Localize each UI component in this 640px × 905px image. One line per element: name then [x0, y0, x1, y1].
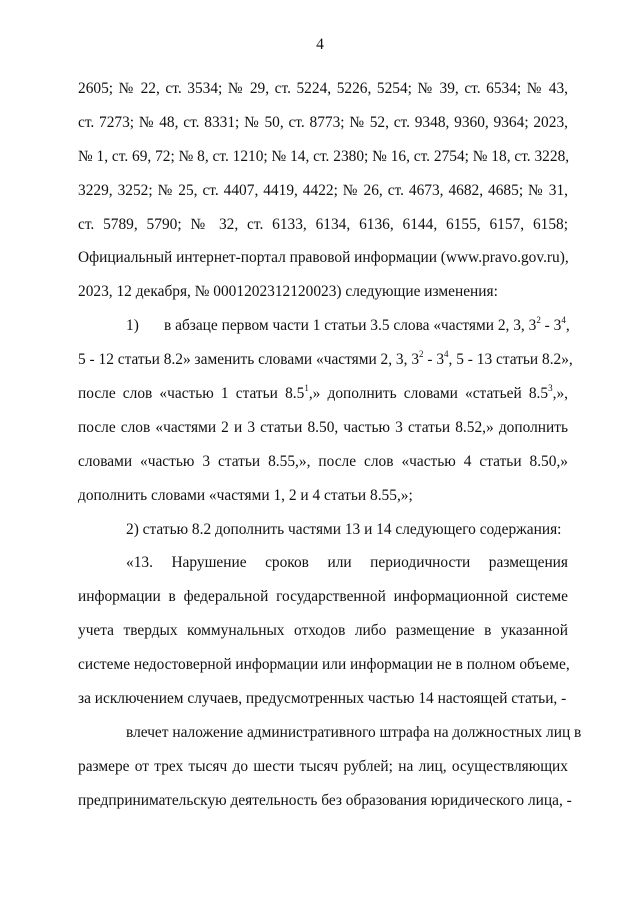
- text-line: за исключением случаев, предусмотренных частью 14 настоящей статьи, -: [78, 690, 567, 708]
- text-line: влечет наложение административного штрафа на должностных лиц в: [126, 723, 582, 741]
- text-line: 3229, 3252; № 25, ст. 4407, 4419, 4422; № 26, ст. 4673, 4682, 4685; № 31,: [78, 181, 568, 199]
- text-line: после слов «частью 1 статьи $8.5^1$,» дополнить словами «статьей $8.5^3$,»,: [78, 382, 568, 403]
- text-line: 2605; № 22, ст. 3534; № 29, ст. 5224, 5226, 5254; № 39, ст. 6534; № 43,: [78, 80, 568, 97]
- text-line: Официальный интернет-портал правовой информации (www.pravo.gov.ru),: [78, 249, 569, 267]
- page-number: 4: [316, 36, 324, 53]
- document-body: [78, 72, 582, 818]
- list-item-1-line: 1) в абзаце первом части 1 статьи 3.5 слова «частями 2, 3, $3^2 - 3^4$,: [78, 309, 568, 343]
- text-line: 5 - 12 статьи 8.2» заменить словами «частями 2, 3, $3^2 - 3^4$, 5 - 13 статьи 8.2»,: [78, 349, 573, 369]
- text-line: 2023, 12 декабря, № 0001202312120023) следующие изменения:: [78, 283, 498, 301]
- text-line: ст. 7273; № 48, ст. 8331; № 50, ст. 8773; № 52, ст. 9348, 9360, 9364; 2023,: [78, 113, 568, 131]
- text-line: предпринимательскую деятельность без образования юридического лица, -: [78, 791, 572, 809]
- text-line: «13. Нарушение сроков или периодичности размещения: [126, 554, 568, 572]
- list-item-label: 1): [126, 317, 139, 335]
- text-line: учета твердых коммунальных отходов либо размещение в указанной: [78, 622, 568, 640]
- list-item-2-line: 2) статью 8.2 дополнить частями 13 и 14 следующего содержания:: [126, 520, 562, 538]
- text-line: ст. 5789, 5790; № 32, ст. 6133, 6134, 6136, 6144, 6155, 6157, 6158;: [78, 215, 568, 233]
- text-line: системе недостоверной информации или информации не в полном объеме,: [78, 656, 570, 674]
- text-line: № 1, ст. 69, 72; № 8, ст. 1210; № 14, ст. 2380; № 16, ст. 2754; № 18, ст. 3228,: [78, 147, 570, 165]
- text-line: словами «частью 3 статьи 8.55,», после слов «частью 4 статьи 8.50,»: [78, 452, 568, 470]
- text-line: после слов «частями 2 и 3 статьи 8.50, частью 3 статьи 8.52,» дополнить: [78, 418, 568, 436]
- text-line: размере от трех тысяч до шести тысяч рублей; на лиц, осуществляющих: [78, 757, 568, 775]
- text-line: дополнить словами «частями 1, 2 и 4 статьи 8.55,»;: [78, 486, 413, 504]
- text-line: информации в федеральной государственной информационной системе: [78, 588, 568, 606]
